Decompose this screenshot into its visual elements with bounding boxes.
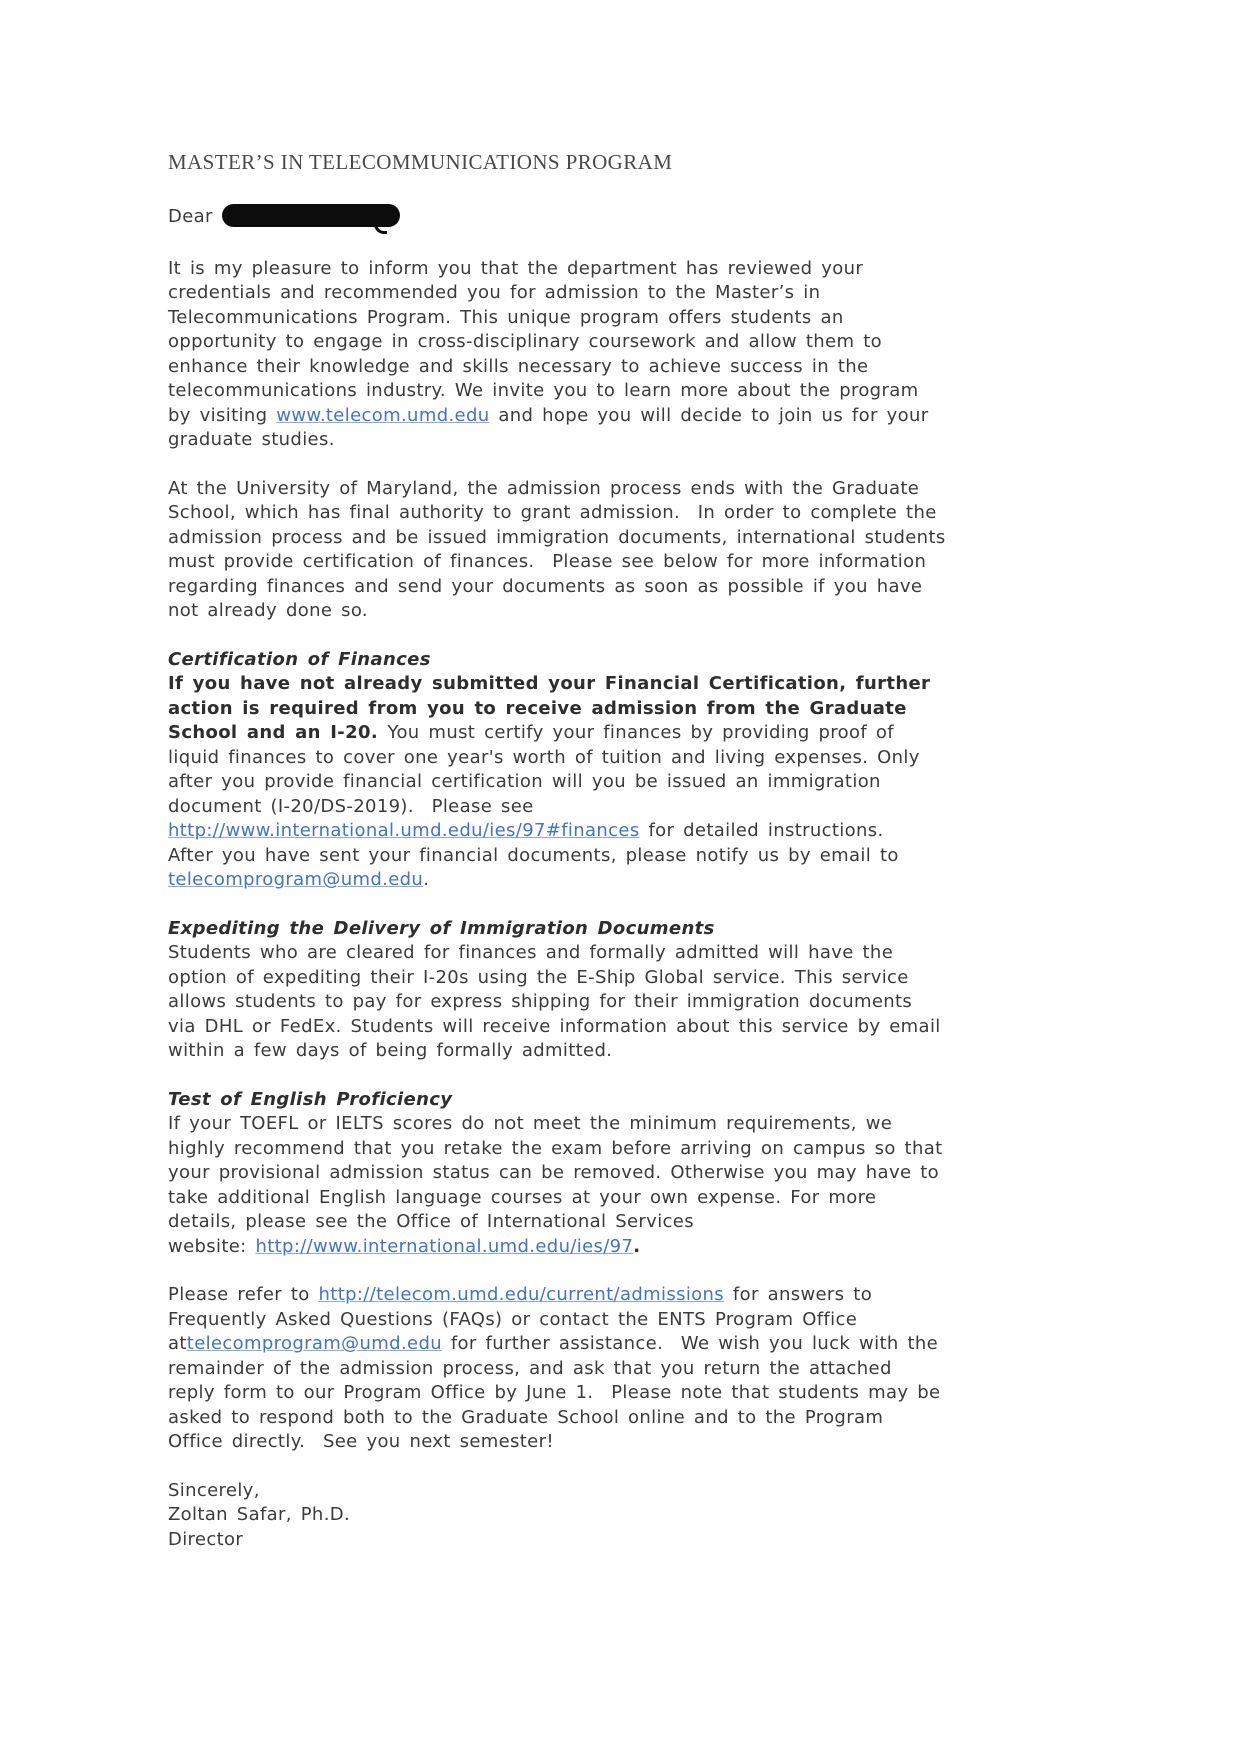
admission-process-paragraph: At the University of Maryland, the admission process ends with the Graduate School, which has final authority to grant admission. In order to complete the admission process and be issued immigration documents, international students must provide certification of finances. Please see below for more information regarding finances and send your documents as soon as possible if you have not already done so.: [168, 477, 955, 622]
redacted-recipient-name: [222, 204, 400, 227]
signature-title: Director: [168, 1528, 244, 1550]
letter-paragraphs: [168, 257, 955, 1553]
signature-block: [168, 1479, 946, 1553]
expediting-delivery-section: Expediting the Delivery of Immigration Documents Students who are cleared for finances and formally admitted will have the option of expediting their I-20s using the E-Ship Global service. This service allows students to pay for express shipping for their immigration documents via DHL or FedEx. Students will receive information about this service by email within a few days of being formally admitted.: [168, 917, 950, 1062]
certification-of-finances-section: Certification of Finances If you have not already submitted your Financial Certification, further action is required from you to receive admission from the Graduate School and an I-20. You must certify your finances by providing proof of liquid finances to cover one year's worth of tuition and living expenses. Only after you provide financial certification will you be issued an immigration document (I-20/DS-2019). Please see http://www.international.umd.edu/ies/97#finances for detailed instructions. After you have sent your financial documents, please notify us by email to telecomprogram@umd.edu.: [168, 648, 940, 891]
english-proficiency-heading: Test of English Proficiency: [168, 1088, 453, 1110]
salutation-prefix: Dear: [168, 206, 222, 228]
telecom-website-link[interactable]: www.telecom.umd.edu: [276, 404, 490, 426]
letter-content: [168, 150, 955, 1552]
ois-website-link[interactable]: http://www.international.umd.edu/ies/97: [255, 1235, 634, 1257]
finances-instructions-link[interactable]: http://www.international.umd.edu/ies/97#finances: [168, 820, 640, 842]
signature-name: Zoltan Safar, Ph.D.: [168, 1504, 351, 1526]
closing-paragraph: Please refer to http://telecom.umd.edu/current/admissions for answers to Frequently Asked Questions (FAQs) or contact the ENTS Program Office attelecomprogram@umd.edu for further assistance. We wish you luck with the remainder of the admission process, and ask that you return the attached reply form to our Program Office by June 1. Please note that students may be asked to respond both to the Graduate School online and to the Program Office directly. See you next semester!: [168, 1284, 950, 1453]
signature-closing: Sincerely,: [168, 1479, 260, 1501]
expediting-delivery-heading: Expediting the Delivery of Immigration Documents: [168, 917, 715, 939]
english-proficiency-section: Test of English Proficiency If your TOEFL or IELTS scores do not meet the minimum requirements, we highly recommend that you retake the exam before arriving on campus so that your provisional admission status can be removed. Otherwise you may have to take additional English language courses at your own expense. For more details, please see the Office of International Services website: http://www.international.umd.edu/ies/97.: [168, 1088, 952, 1257]
certification-of-finances-heading: Certification of Finances: [168, 648, 431, 670]
letter-title: MASTER’S IN TELECOMMUNICATIONS PROGRAM: [168, 150, 673, 174]
intro-paragraph: It is my pleasure to inform you that the department has reviewed your credentials and recommended you for admission to the Master’s in Telecommunications Program. This unique program offers students an opportunity to engage in cross-disciplinary coursework and allow them to enhance their knowledge and skills necessary to achieve success in the telecommunications industry. We invite you to learn more about the program by visiting www.telecom.umd.edu and hope you will decide to join us for your graduate studies.: [168, 257, 938, 451]
program-email-link-2[interactable]: telecomprogram@umd.edu: [186, 1333, 442, 1355]
salutation-line: [168, 204, 946, 230]
redacted-name-descender: [374, 222, 387, 234]
faq-admissions-link[interactable]: http://telecom.umd.edu/current/admissions: [318, 1284, 725, 1306]
program-email-link[interactable]: telecomprogram@umd.edu: [168, 869, 424, 891]
